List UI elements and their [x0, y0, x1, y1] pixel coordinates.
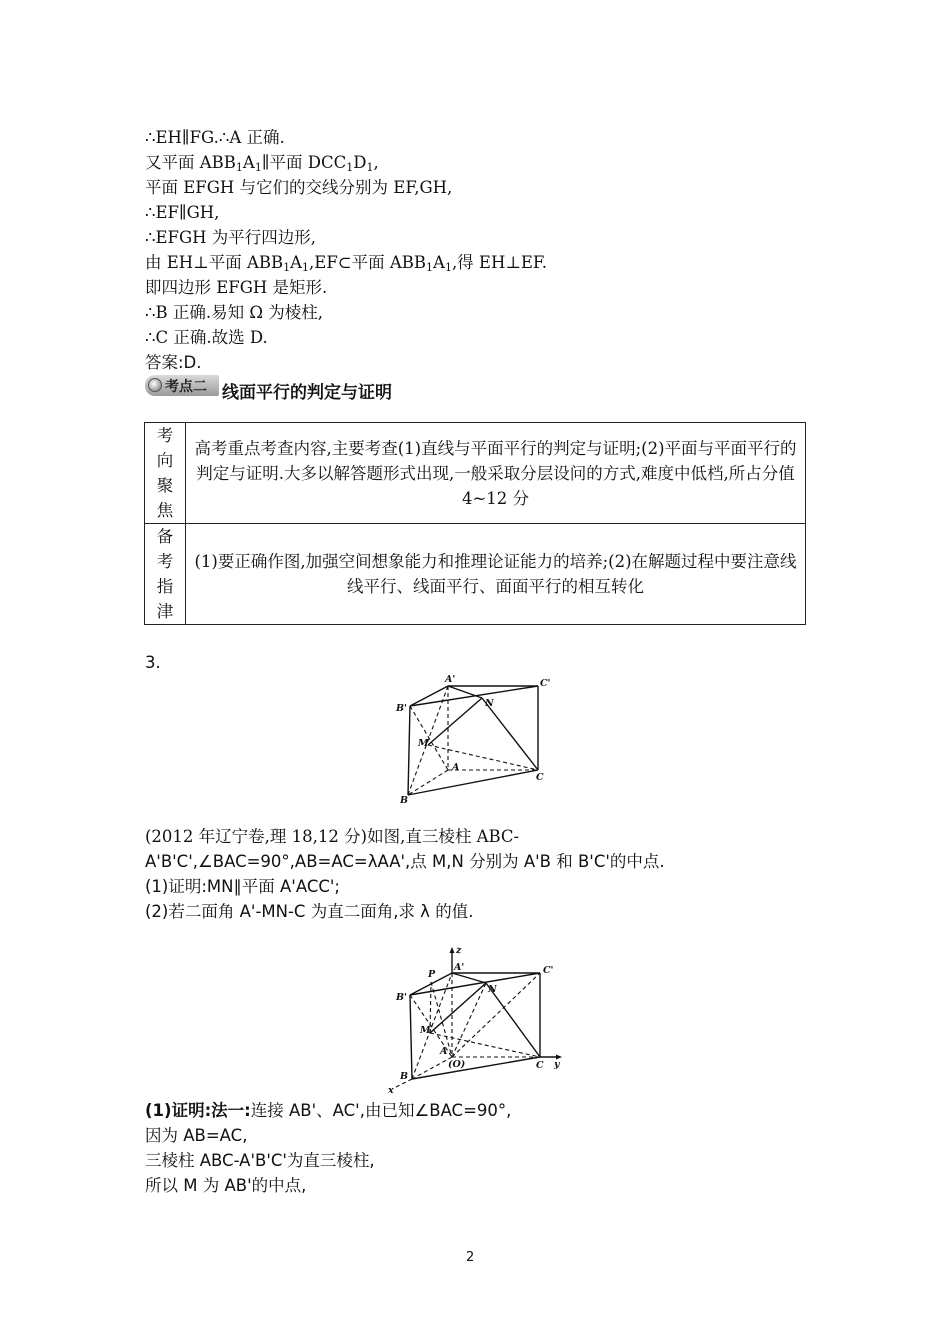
solution-line-1: ∴EH∥FG.∴A 正确. [145, 128, 285, 147]
row-header-guide: 备 考 指 津 [145, 524, 186, 625]
solution-line-5: ∴EFGH 为平行四边形, [145, 228, 317, 247]
section-badge [145, 375, 219, 396]
prism-figure-1 [390, 670, 560, 806]
solution-line-8: ∴B 正确.易知 Ω 为棱柱, [145, 303, 324, 322]
row-header-focus: 考 向 聚 焦 [145, 423, 186, 524]
hidden-edge [410, 706, 448, 770]
focus-description: 高考重点考查内容,主要考查(1)直线与平面平行的判定与证明;(2)平面与平面平行的判定与证明.大多以解答题形式出现,一般采取分层设问的方式,难度中低档,所占分值 4~12 分 [186, 423, 806, 524]
edge [408, 706, 410, 795]
problem-number: 3. [145, 653, 161, 672]
label-C1: C' [540, 678, 551, 689]
label-B: B [400, 795, 409, 806]
edge [448, 686, 482, 698]
edge [452, 973, 486, 983]
table-row [145, 524, 806, 625]
label-y: y [554, 1059, 560, 1070]
label-A1: A' [445, 674, 456, 685]
label-C1: C' [543, 965, 554, 976]
label-P: P [428, 969, 436, 980]
label-O: (O) [448, 1059, 466, 1070]
section-badge-label: 考点二 [165, 379, 207, 395]
answer-line: 答案:D. [145, 353, 202, 372]
z-axis-arrow-icon [450, 947, 455, 953]
proof-line-4: 所以 M 为 AB'的中点, [145, 1176, 307, 1195]
table-row [145, 423, 806, 524]
solution-line-6: 由 EH⊥平面 $ABB_1A_1,EF\subset$平面 $ABB_1A_1$,得 EH⊥EF. [145, 253, 548, 274]
label-A: A [452, 762, 460, 773]
solution-line-4: ∴EF∥GH, [145, 203, 220, 222]
solution-line-3: 平面 EFGH 与它们的交线分别为 EF,GH, [145, 178, 453, 197]
guide-description: (1)要正确作图,加强空间想象能力和推理论证能力的培养;(2)在解题过程中要注意线线平行、线面平行、面面平行的相互转化 [186, 524, 806, 625]
proof-line-2: 因为 AB=AC, [145, 1126, 248, 1145]
bullet-icon [148, 378, 162, 392]
edge [410, 995, 412, 1079]
label-B1: B' [396, 703, 407, 714]
label-x: x [388, 1085, 394, 1095]
page-number: 2 [466, 1250, 475, 1265]
label-C: C [536, 772, 544, 783]
problem-line-3: (1)证明:MN∥平面 A'ACC'; [145, 877, 340, 896]
label-N: N [488, 984, 497, 995]
label-A: A [440, 1046, 448, 1057]
label-B: B [400, 1071, 409, 1082]
problem-line-1: (2012 年辽宁卷,理 18,12 分)如图,直三棱柱 ABC- [145, 827, 520, 846]
problem-line-2: A'B'C',∠BAC=90°,AB=AC=λAA',点 M,N 分别为 A'B 和 B'C'的中点. [145, 852, 665, 871]
problem-line-4: (2)若二面角 A'-MN-C 为直二面角,求 λ 的值. [145, 902, 474, 921]
exam-focus-table [144, 422, 806, 625]
label-M: M [420, 1025, 431, 1036]
proof-line-1: (1)证明:法一:连接 AB'、AC',由已知∠BAC=90°, [145, 1101, 512, 1120]
label-N: N [485, 698, 494, 709]
proof-line-3: 三棱柱 ABC-A'B'C'为直三棱柱, [145, 1151, 375, 1170]
section-topic: 线面平行的判定与证明 [222, 383, 392, 403]
solution-line-2: 又平面 $ABB_1A_1\parallel$平面 $DCC_1D_1$, [145, 153, 379, 174]
prism-figure-2 [388, 937, 573, 1095]
label-B1: B' [396, 992, 407, 1003]
edge [428, 698, 482, 745]
solution-line-9: ∴C 正确.故选 D. [145, 328, 268, 347]
label-C: C [536, 1060, 544, 1071]
solution-line-7: 即四边形 EFGH 是矩形. [145, 278, 328, 297]
hidden-edge [452, 983, 486, 1057]
label-z: z [456, 945, 462, 956]
label-M: M [418, 738, 429, 749]
label-A1: A' [454, 962, 465, 973]
